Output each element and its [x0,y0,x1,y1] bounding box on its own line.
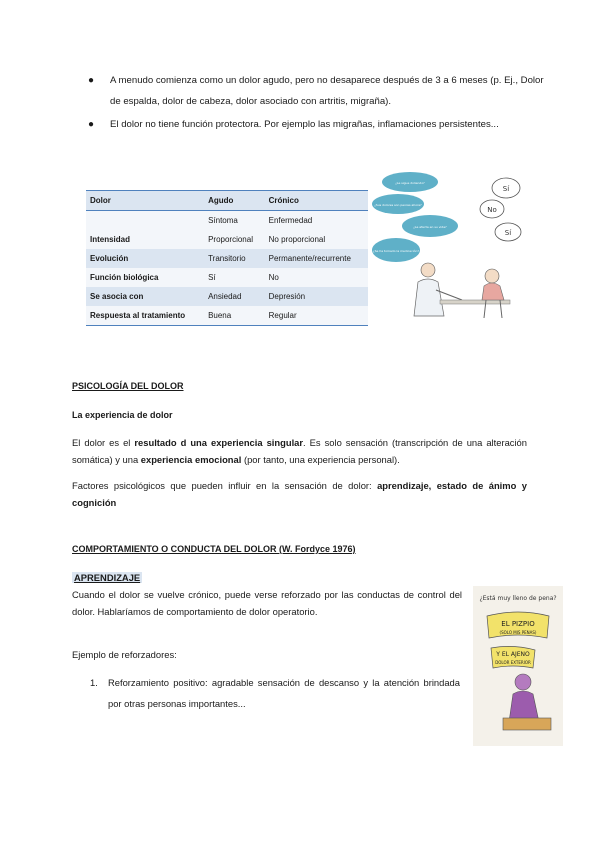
table-row-label [86,211,204,231]
paragraph: Factores psicológicos que pueden influir en la sensación de dolor: aprendizaje, estado de ánimo y cognición [72,480,527,508]
cartoon-caption: ¿Está muy lleno de pena? [479,595,557,602]
bubble-text: ¿Le afecta en su vida? [413,225,447,229]
desk-shape [440,300,510,304]
speech-bubble [372,238,420,262]
bubble-text: ¿Se ha tomado la medicación? [373,249,419,253]
table-row [86,211,368,231]
bullet-dot-icon: ● [88,75,95,86]
bullet-item: ● A menudo comienza como un dolor agudo, pero no desaparece después de 3 a 6 meses (p. Ej., Dolor de espalda, dolor de cabeza, dolor asociado con artritis, migraña). [88,70,548,112]
cartoon-desk [503,718,551,730]
subsection-title: La experiencia de dolor [72,410,173,420]
cartoon-caption: EL PIZPIO [501,620,535,628]
table-cell: Proporcional [208,235,253,244]
table-row-label: Intensidad [90,235,131,244]
table-header-row [86,191,368,211]
reply-bubble [492,178,520,198]
reply-text: Sí [502,185,510,193]
doctor-figure-icon [414,263,462,316]
reinforcers-list [90,672,460,714]
table-header-cell: Dolor [86,191,204,211]
table-row-label: Evolución [86,249,204,268]
reply-text: Sí [504,229,512,237]
paragraph: Ejemplo de reforzadores: [72,649,177,660]
paragraph: El dolor es el resultado d una experiencia singular. Es solo sensación (transcripción de una alteración somática) y una experiencia emocional (por tanto, una experiencia personal). [72,437,527,465]
table-cell: Buena [204,306,265,326]
table-cell: Síntoma [208,216,238,225]
table-row-label: Respuesta al tratamiento [86,306,204,326]
table-cell: Regular [265,306,368,326]
patient-figure-icon [482,269,504,318]
cartoon-caption: Y EL AJENO [496,651,530,658]
table-header-cell: Agudo [204,191,265,211]
pain-cartoon-illustration [473,586,563,746]
cartoon-sign [491,646,535,668]
table-row-label: Se asocia con [86,287,204,306]
table-row [86,249,368,268]
reply-bubble [495,223,521,241]
speech-bubble [372,194,424,214]
acute-vs-chronic-table [86,190,368,326]
table-cell: Ansiedad [204,287,265,306]
bullet-item: ● El dolor no tiene función protectora. Por ejemplo las migrañas, inflamaciones persistentes... [88,114,548,135]
table-row [86,287,368,306]
cartoon-caption: DOLOR EXTERIOR [495,660,531,665]
reply-bubble [480,200,504,218]
table-cell: Depresión [265,287,368,306]
cartoon-caption: (SOLO MIS PENAS) [499,630,537,635]
table-row [86,230,368,249]
table-cell: No proporcional [268,235,326,244]
table-row-label: Función biológica [90,273,159,282]
list-item: 1. Reforzamiento positivo: agradable sensación de descanso y la atención brindada por otras personas importantes... [90,677,460,709]
bubble-text: ¿Sus dolores son peores ahora? [374,203,422,207]
cartoon-sign [487,612,549,638]
paragraph: Cuando el dolor se vuelve crónico, puede verse reforzado por las conductas de control del dolor. Hablaríamos de comportamiento de dolor operatorio. [72,589,462,617]
section-title: PSICOLOGÍA DEL DOLOR [72,381,184,391]
intro-bullet-list [88,70,548,137]
table-cell: No [268,273,279,282]
doctor-patient-illustration [370,166,530,326]
table-row [86,306,368,326]
speech-bubble [402,215,458,237]
table-cell: Transitorio [204,249,265,268]
bubble-text: ¿Le sigue doliendo? [395,181,425,185]
section-title: COMPORTAMIENTO O CONDUCTA DEL DOLOR (W. Fordyce 1976) [72,544,356,554]
table-row [86,268,368,287]
speech-bubble [382,172,438,192]
reply-text: No [487,206,497,214]
table-cell: Enfermedad [268,216,313,225]
bullet-dot-icon: ● [88,119,95,130]
table-cell: Permanente/recurrente [265,249,368,268]
subsection-title: APRENDIZAJE [74,572,141,583]
table-header-cell: Crónico [265,191,368,211]
table-cell: Sí [208,273,216,282]
